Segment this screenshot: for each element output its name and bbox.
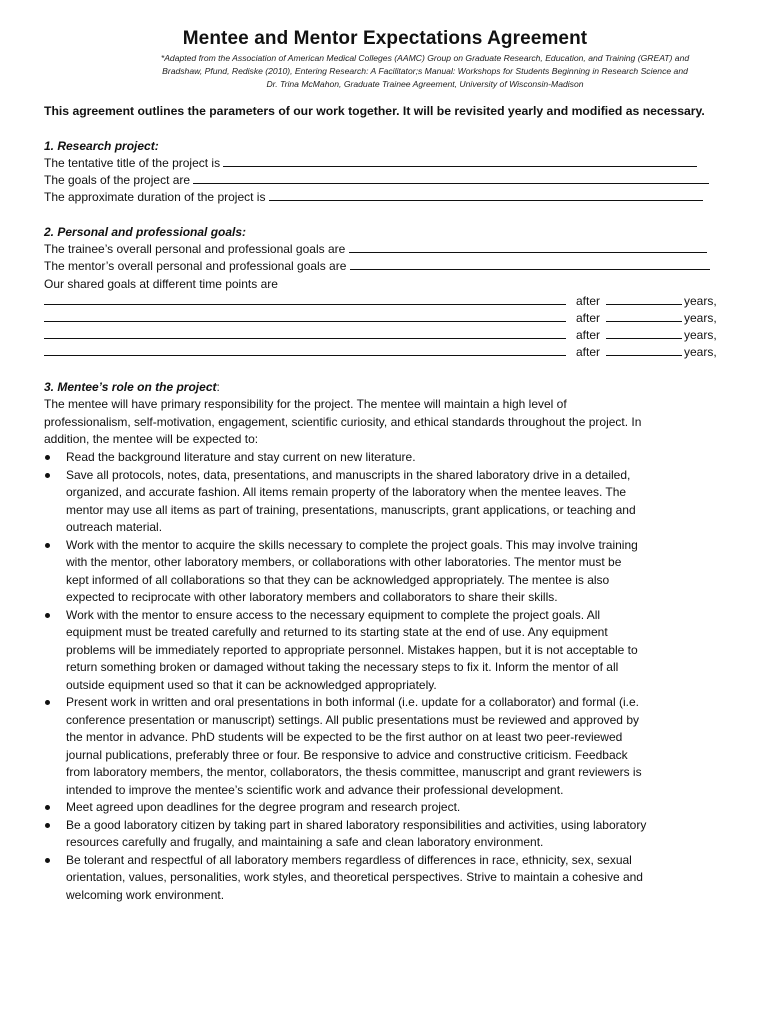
list-item-line: welcoming work environment. [66, 887, 225, 902]
paragraph-line: addition, the mentee will be expected to: [44, 432, 259, 446]
list-item-line: Save all protocols, notes, data, presentations, and manuscripts in the shared laboratory drive in a detailed, [66, 467, 631, 482]
fill-in-blank[interactable] [269, 190, 703, 201]
after-label: after [576, 328, 601, 342]
bullet-icon [45, 858, 50, 863]
list-item-line: outreach material. [66, 520, 163, 534]
mentee-expectations-list [44, 449, 694, 904]
list-item [44, 852, 694, 905]
years-label: years, [684, 294, 717, 308]
years-label: years, [684, 311, 717, 325]
paragraph-line: The mentee will have primary responsibility for the project. The mentee will maintain a high level of [44, 397, 567, 411]
goal-blank[interactable] [44, 294, 566, 305]
goal-blank[interactable] [44, 328, 566, 339]
field-label: The trainee’s overall personal and professional goals are [44, 242, 346, 256]
field-label: The goals of the project are [44, 173, 191, 187]
list-item-line: equipment must be treated carefully and returned to its starting state at the end of use. Any equipment [66, 625, 608, 639]
list-item [44, 449, 694, 467]
list-item [44, 799, 694, 817]
section-1-heading: 1. Research project: [44, 139, 159, 153]
list-item-line: Be a good laboratory citizen by taking part in shared laboratory responsibilities and activities, using laboratory [66, 817, 647, 832]
list-item-line: Meet agreed upon deadlines for the degree program and research project. [66, 800, 461, 814]
after-label: after [576, 345, 601, 359]
bullet-icon [45, 613, 50, 618]
shared-goals-label: Our shared goals at different time points are [44, 277, 278, 291]
fill-in-blank[interactable] [223, 156, 697, 167]
list-item-line: orientation, values, personalities, work styles, and theoretical perspectives. Strive to maintain a cohesive and [66, 870, 643, 884]
list-item-line: journal publications, preferably three or four. Be responsive to advice and constructive criticism. Feedback [66, 747, 628, 762]
list-item-line: intended to improve the mentee’s scientific work and advance their professional development. [66, 782, 564, 797]
field-label: The approximate duration of the project is [44, 190, 266, 204]
list-item-line: expected to reciprocate with other laboratory members and collaborators to share their skills. [66, 590, 558, 604]
list-item-line: Work with the mentor to ensure access to the necessary equipment to complete the project goals. All [66, 607, 601, 622]
years-label: years, [684, 345, 717, 359]
heading-colon: : [216, 380, 220, 394]
citation-note [130, 52, 720, 91]
list-item [44, 537, 694, 607]
list-item-line: with the mentor, other laboratory members, or collaborations with other laboratories. The mentor must be [66, 555, 622, 569]
goal-blank[interactable] [44, 311, 566, 322]
list-item [44, 694, 694, 799]
list-item-line: Work with the mentor to acquire the skills necessary to complete the project goals. This may involve training [66, 537, 638, 552]
section-2-heading: 2. Personal and professional goals: [44, 225, 247, 239]
document-title: Mentee and Mentor Expectations Agreement [182, 28, 588, 49]
mentor-goals-field[interactable] [44, 259, 710, 273]
field-label: The mentor’s overall personal and professional goals are [44, 259, 347, 273]
fill-in-blank[interactable] [350, 259, 710, 270]
project-title-field[interactable] [44, 156, 697, 170]
list-item [44, 467, 694, 537]
mentee-role-paragraph [44, 396, 689, 449]
years-blank[interactable] [606, 328, 682, 339]
list-item-line: mentor may use all items as part of training, presentations, manuscripts, grant applications, or teaching and [66, 502, 636, 517]
trainee-goals-field[interactable] [44, 242, 707, 256]
years-label: years, [684, 328, 717, 342]
fill-in-blank[interactable] [349, 242, 707, 253]
list-item-line: conference presentation or manuscript) settings. All public presentations must be reviewed and approved by [66, 712, 639, 727]
years-blank[interactable] [606, 345, 682, 356]
bullet-icon [45, 823, 50, 828]
list-item-line: return something broken or damaged without taking the necessary steps to fix it. Inform the mentor of all [66, 660, 619, 674]
citation-line: *Adapted from the Association of American Medical Colleges (AAMC) Group on Graduate Research, Education, and Training (GREAT) and [160, 53, 690, 63]
list-item-line: kept informed of all collaborations so that they can be acknowledged appropriately. The mentee is also [66, 572, 610, 587]
bullet-icon [45, 700, 50, 705]
bullet-icon [45, 543, 50, 548]
project-goals-field[interactable] [44, 173, 709, 187]
bullet-icon [45, 805, 50, 810]
project-duration-field[interactable] [44, 190, 703, 204]
after-label: after [576, 311, 601, 325]
bullet-icon [45, 473, 50, 478]
list-item-line: organized, and accurate fashion. All items remain property of the laboratory when the mentee leaves. The [66, 485, 627, 499]
section-3-heading [44, 380, 220, 394]
bullet-icon [45, 455, 50, 460]
after-label: after [576, 294, 601, 308]
fill-in-blank[interactable] [193, 173, 709, 184]
years-blank[interactable] [606, 311, 682, 322]
list-item [44, 817, 694, 852]
list-item-line: problems will be immediately reported to appropriate personnel. Mistakes happen, but it is not acceptable to [66, 642, 638, 657]
intro-statement: This agreement outlines the parameters of our work together. It will be revisited yearly and modified as necessary. [44, 104, 705, 118]
section-3-heading-text: 3. Mentee’s role on the project [44, 380, 217, 394]
list-item-line: from laboratory members, the mentor, collaborators, the thesis committee, manuscript and grant reviewers is [66, 765, 642, 779]
citation-line: Bradshaw, Pfund, Rediske (2010), Entering Research: A Facilitator;s Manual: Workshops for Students Beginning in Research Science and [162, 66, 688, 76]
list-item-line: Be tolerant and respectful of all laboratory members regardless of differences in race, ethnicity, sex, sexual [66, 852, 632, 867]
list-item-line: resources carefully and frugally, and maintaining a safe and clean laboratory environment. [66, 835, 544, 849]
field-label: The tentative title of the project is [44, 156, 221, 170]
list-item-line: the mentor in advance. PhD students will be expected to be the first author on at least two peer-reviewed [66, 730, 623, 744]
list-item-line: outside equipment used so that it can be acknowledged appropriately. [66, 677, 437, 692]
list-item-line: Present work in written and oral presentations in both informal (i.e. update for a collaborator) and formal (i.e. [66, 695, 639, 709]
list-item-line: Read the background literature and stay current on new literature. [66, 450, 416, 464]
paragraph-line: professionalism, self-motivation, engagement, scientific curiosity, and ethical standards throughout the project. In [44, 414, 642, 429]
goal-blank[interactable] [44, 345, 566, 356]
list-item [44, 607, 694, 695]
years-blank[interactable] [606, 294, 682, 305]
citation-line: Dr. Trina McMahon, Graduate Trainee Agreement, University of Wisconsin-Madison [266, 79, 584, 89]
